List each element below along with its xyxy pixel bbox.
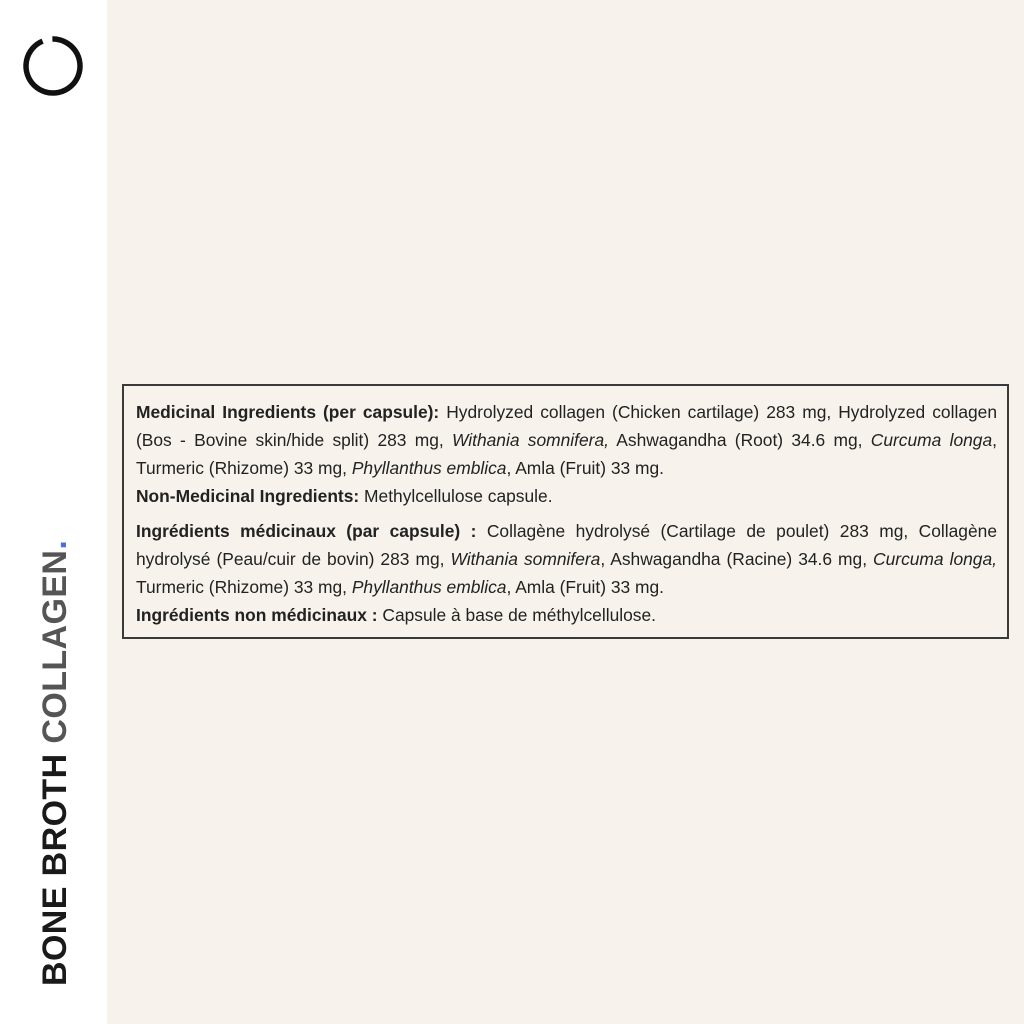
latin-name: Withania somnifera [450, 549, 601, 569]
non-medicinal-value-en: Methylcellulose capsule. [359, 486, 553, 506]
ingredient-text: , Amla (Fruit) 33 mg. [506, 458, 665, 478]
ingredient-text: Collagène hydrolysé (Cartilage de poulet) 283 mg, Collagène hydrolysé (Peau/cuir de bovin) 283 mg, [136, 521, 997, 569]
ingredient-text: Hydrolyzed collagen (Chicken cartilage) 283 mg, Hydrolyzed collagen (Bos - Bovine skin/hide split) 283 mg, [136, 402, 998, 450]
medicinal-label-en: Medicinal Ingredients (per capsule): [136, 402, 440, 422]
ingredient-text: , Amla (Fruit) 33 mg. [506, 577, 665, 597]
latin-name: Withania somnifera, [452, 430, 609, 450]
medicinal-ingredients-en [136, 398, 997, 482]
latin-name: Phyllanthus emblica [351, 458, 507, 478]
product-title [38, 540, 72, 986]
product-title-part1: BONE BROTH [36, 743, 74, 986]
non-medicinal-label-fr: Ingrédients non médicinaux : [136, 605, 378, 625]
product-title-dot: . [36, 539, 74, 550]
latin-name: Curcuma longa, [873, 549, 997, 569]
ingredients-panel [122, 384, 1009, 639]
latin-name: Curcuma longa [870, 430, 993, 450]
non-medicinal-label-en: Non-Medicinal Ingredients: [136, 486, 360, 506]
latin-name: Phyllanthus emblica [351, 577, 507, 597]
ingredient-text: Turmeric (Rhizome) 33 mg, [136, 577, 352, 597]
non-medicinal-ingredients-fr [136, 601, 997, 629]
medicinal-ingredients-fr [136, 517, 997, 601]
sidebar [0, 0, 107, 1024]
non-medicinal-value-fr: Capsule à base de méthylcellulose. [377, 605, 656, 625]
ingredient-text: , Turmeric (Rhizome) 33 mg, [136, 430, 997, 478]
product-title-part2: COLLAGEN [36, 549, 74, 744]
medicinal-label-fr: Ingrédients médicinaux (par capsule) : [136, 521, 477, 541]
ingredient-text: Ashwagandha (Root) 34.6 mg, [608, 430, 871, 450]
ingredient-text: , Ashwagandha (Racine) 34.6 mg, [600, 549, 874, 569]
non-medicinal-ingredients-en [136, 482, 997, 510]
open-circle-logo-icon[interactable] [21, 34, 85, 98]
